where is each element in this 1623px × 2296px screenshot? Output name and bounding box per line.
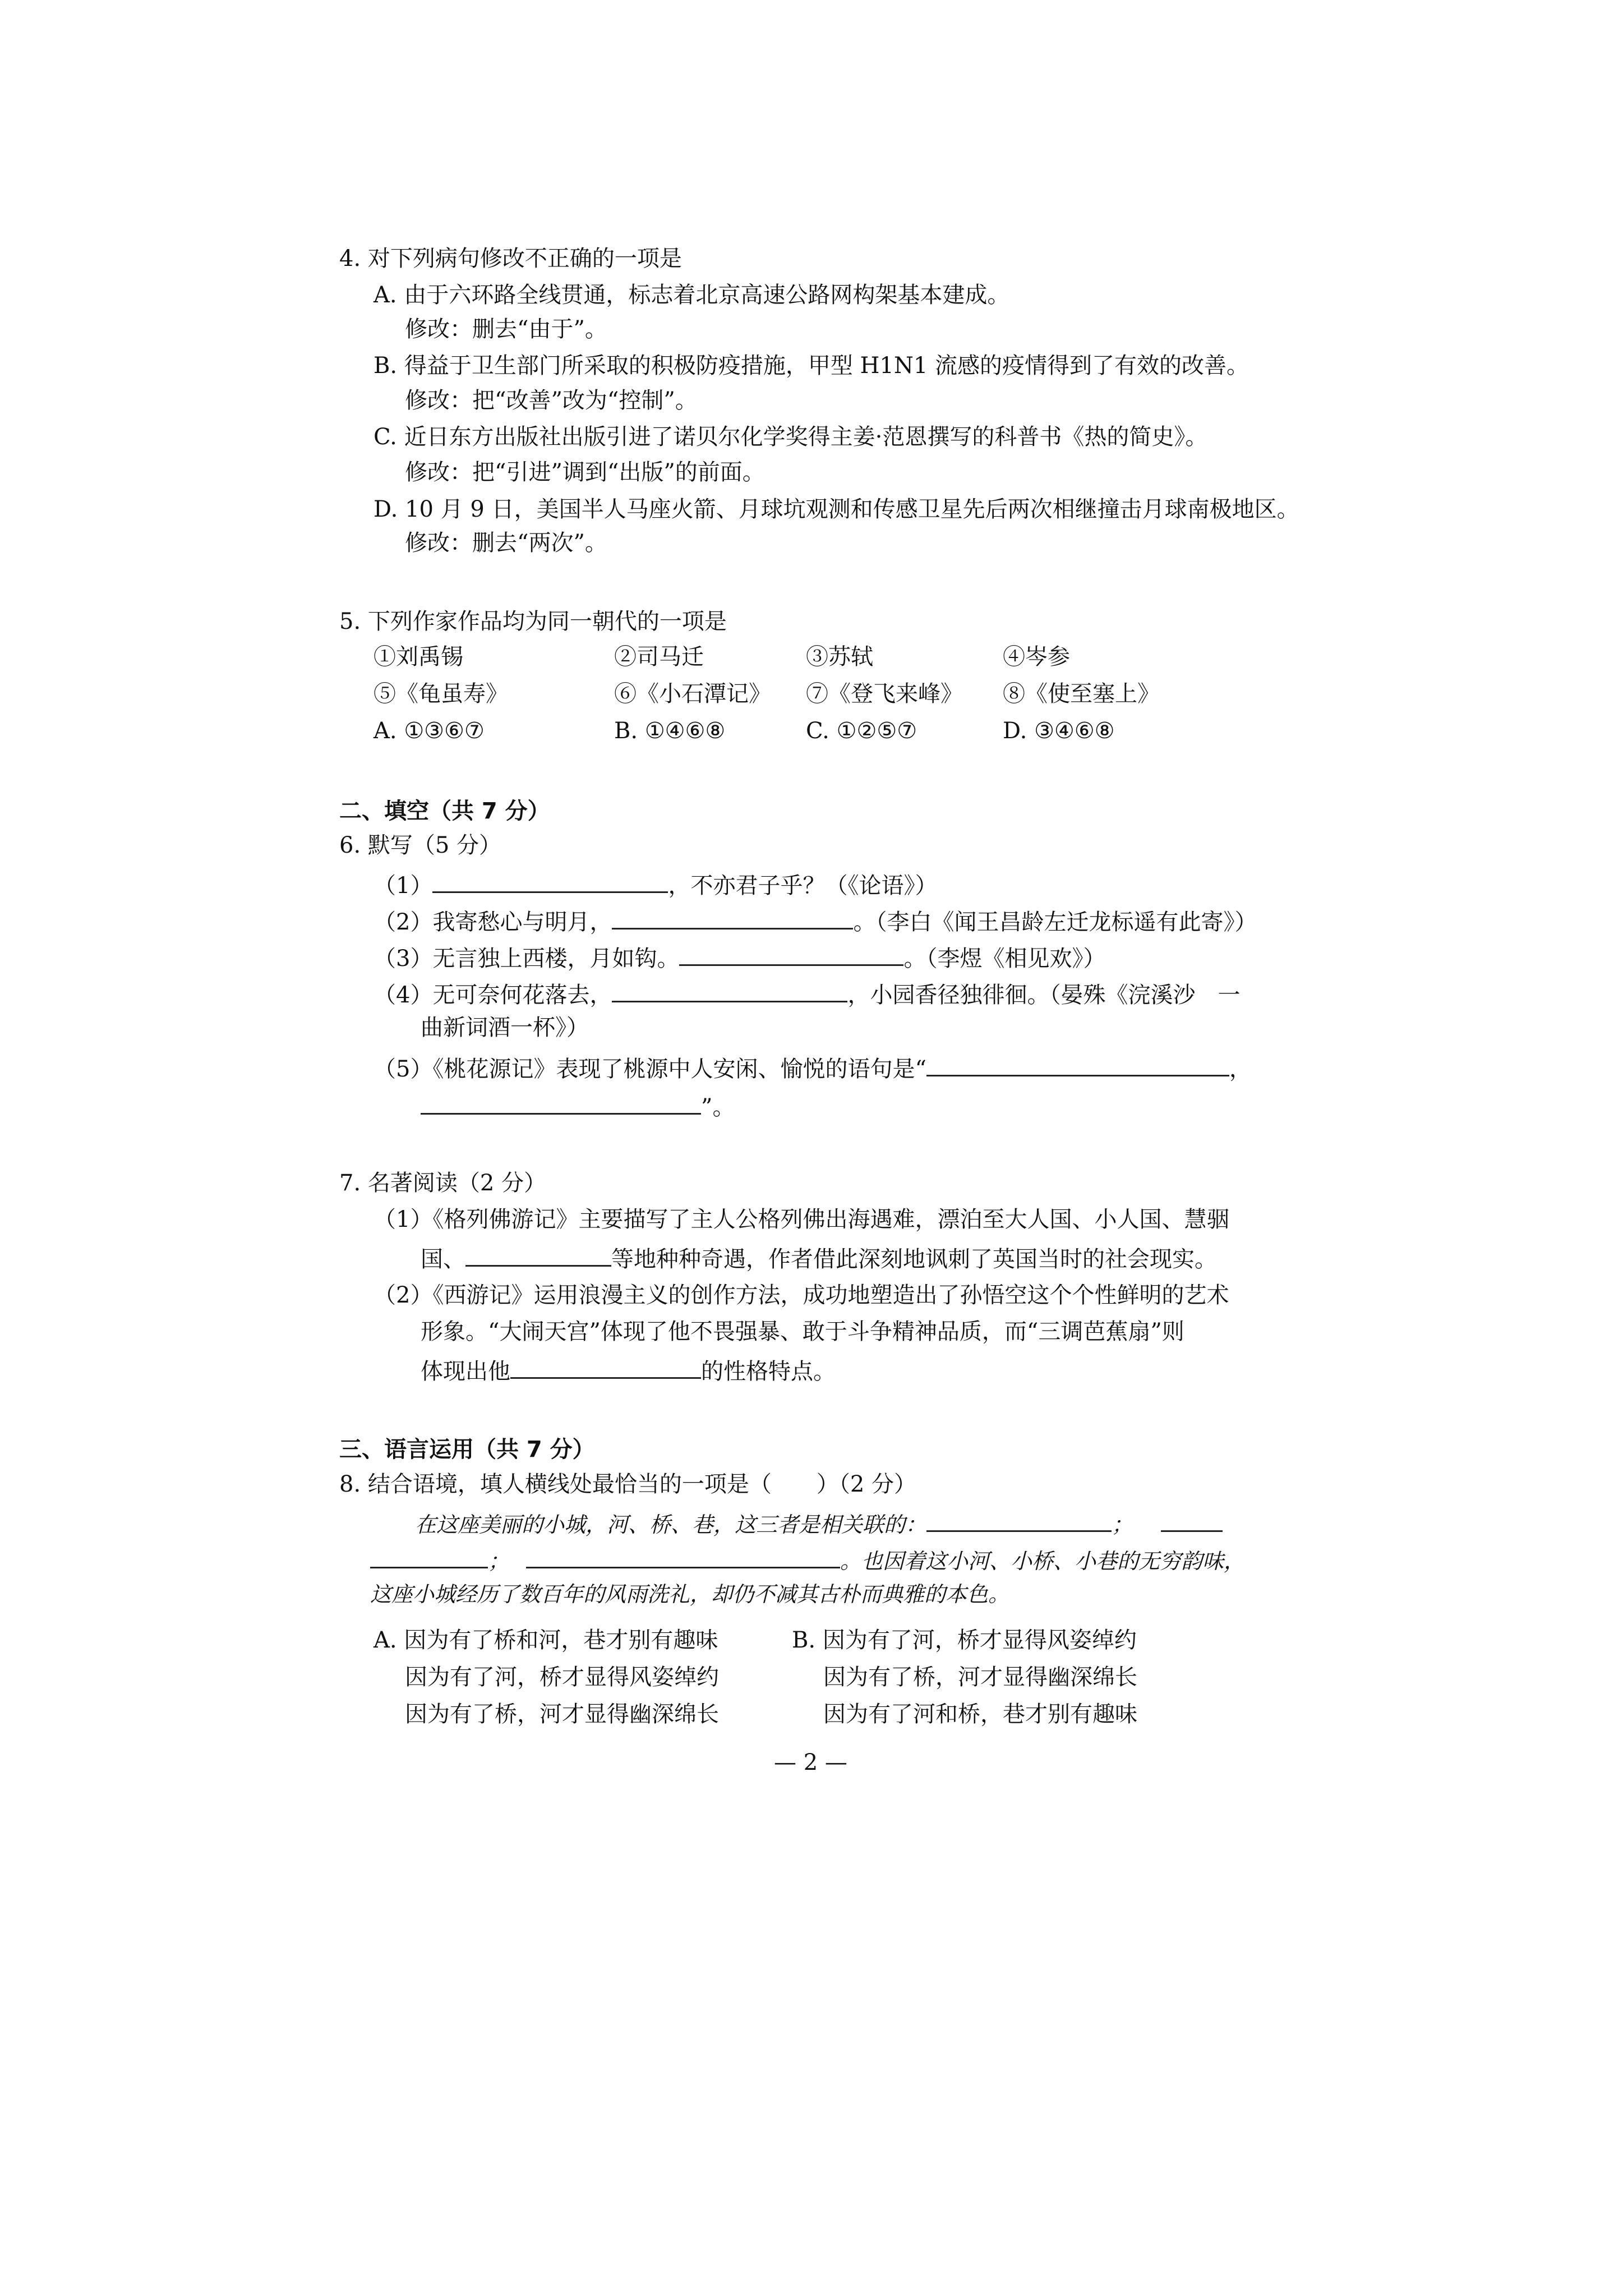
q6-line-4-cont: 曲新词酒一杯》）	[421, 1015, 589, 1041]
q6-line-2	[374, 905, 1257, 936]
q5-stem: 5. 下列作家作品均为同一朝代的一项是	[339, 609, 727, 634]
q6-blank-1[interactable]	[432, 869, 668, 893]
q6-line-5-lead: （5）《桃花源记》表现了桃源中人安闲、愉悦的语句是“	[374, 1056, 926, 1082]
q8-passage-sep-1: ；	[1112, 1512, 1133, 1537]
q7-p2-line-1: （2）《西游记》运用浪漫主义的创作方法，成功地塑造出了孙悟空这个个性鲜明的艺术	[374, 1282, 1229, 1308]
q6-blank-4[interactable]	[612, 978, 847, 1002]
q4-option-b-fix: 修改：把“改善”改为“控制”。	[405, 388, 698, 413]
q5-choice-b: B. ①④⑥⑧	[614, 718, 726, 744]
q8-option-b-3: 因为有了河和桥，巷才别有趣味	[823, 1701, 1137, 1727]
q4-option-a: A. 由于六环路全线贯通，标志着北京高速公路网构架基本建成。	[374, 282, 1010, 308]
q6-line-4-rest: ，小园香径独徘徊。（晏殊《浣溪沙 一	[847, 982, 1241, 1008]
q5-work-6: ⑥《小石潭记》	[614, 681, 771, 707]
q6-line-5	[374, 1052, 1252, 1083]
section-3-title: 三、语言运用（共 7 分）	[339, 1437, 595, 1462]
q5-work-8: ⑧《使至塞上》	[1003, 681, 1160, 707]
q6-line-5-cont	[421, 1091, 735, 1121]
q6-line-1	[374, 869, 937, 899]
q7-p2-rest: 的性格特点。	[701, 1359, 836, 1384]
q8-passage-sep-2: ；	[488, 1549, 510, 1573]
q7-p1-rest: 等地种种奇遇，作者借此深刻地讽刺了英国当时的社会现实。	[611, 1246, 1217, 1272]
q4-option-c-fix: 修改：把“引进”调到“出版”的前面。	[405, 459, 765, 485]
q7-p1-line-1: （1）《格列佛游记》主要描写了主人公格列佛出海遇难，漂泊至大人国、小人国、慧骃	[374, 1207, 1229, 1232]
q6-line-3-lead: （3）无言独上西楼，月如钩。	[374, 946, 680, 972]
q5-choice-c: C. ①②⑤⑦	[806, 718, 917, 744]
q8-passage-line-2	[370, 1545, 1245, 1575]
q5-author-4: ④岑参	[1003, 644, 1070, 670]
q6-line-1-num: （1）	[374, 873, 433, 899]
q5-choice-a: A. ①③⑥⑦	[374, 718, 485, 744]
q8-option-a-3: 因为有了桥，河才显得幽深绵长	[405, 1701, 719, 1727]
q8-option-b-2: 因为有了桥，河才显得幽深绵长	[823, 1664, 1137, 1690]
q8-option-a-2: 因为有了河，桥才显得风姿绰约	[405, 1664, 719, 1690]
q6-line-1-rest: ，不亦君子乎？（《论语》）	[668, 873, 938, 899]
q7-stem: 7. 名著阅读（2 分）	[339, 1170, 547, 1196]
q8-stem: 8. 结合语境，填人横线处最恰当的一项是（ ）（2 分）	[339, 1471, 917, 1497]
q6-blank-2[interactable]	[612, 905, 853, 930]
q8-passage-line-2-rest: 。也因着这小河、小桥、小巷的无穷韵味，	[840, 1549, 1246, 1573]
q8-option-b-1: B. 因为有了河，桥才显得风姿绰约	[792, 1627, 1137, 1653]
q6-blank-5a[interactable]	[926, 1052, 1229, 1076]
q6-line-2-rest: 。（李白《闻王昌龄左迁龙标遥有此寄》）	[853, 909, 1257, 935]
q7-p2-line-2: 形象。“大闹天宫”体现了他不畏强暴、敢于斗争精神品质，而“三调芭蕉扇”则	[421, 1319, 1184, 1345]
q8-passage-line-1	[415, 1509, 1223, 1538]
q6-line-5-end: ”。	[701, 1094, 735, 1120]
section-2-title: 二、填空（共 7 分）	[339, 798, 550, 824]
q5-author-1: ①刘禹锡	[374, 644, 463, 670]
q4-option-a-fix: 修改：删去“由于”。	[405, 316, 607, 342]
q4-option-d: D. 10 月 9 日，美国半人马座火箭、月球坑观测和传感卫星先后两次相继撞击月球南极地区。	[374, 496, 1299, 522]
q5-author-3: ③苏轼	[806, 644, 873, 670]
q6-line-4	[374, 978, 1240, 1009]
q6-line-5-comma: ，	[1229, 1056, 1252, 1082]
q7-blank-2[interactable]	[510, 1355, 701, 1379]
page-number: — 2 —	[774, 1750, 847, 1775]
q7-p2-line-3	[421, 1355, 836, 1385]
q7-p2-lead: 体现出他	[421, 1359, 510, 1384]
q8-passage-line-3: 这座小城经历了数百年的风雨洗礼，却仍不减其古朴而典雅的本色。	[370, 1582, 1010, 1607]
q6-blank-5b[interactable]	[421, 1091, 701, 1115]
q8-option-a-1: A. 因为有了桥和河，巷才别有趣味	[374, 1627, 718, 1653]
q8-blank-3[interactable]	[526, 1545, 840, 1568]
q6-line-2-lead: （2）我寄愁心与明月，	[374, 909, 612, 935]
q8-passage-lead: 在这座美丽的小城，河、桥、巷，这三者是相关联的：	[415, 1512, 927, 1537]
q6-stem: 6. 默写（5 分）	[339, 832, 502, 858]
q5-author-2: ②司马迁	[614, 644, 704, 670]
q6-line-3	[374, 942, 1105, 972]
q8-blank-1[interactable]	[926, 1509, 1112, 1532]
q4-stem: 4. 对下列病句修改不正确的一项是	[339, 246, 682, 272]
q4-option-b: B. 得益于卫生部门所采取的积极防疫措施，甲型 H1N1 流感的疫情得到了有效的改善。	[374, 353, 1249, 379]
q6-line-4-lead: （4）无可奈何花落去，	[374, 982, 612, 1008]
q4-option-c: C. 近日东方出版社出版引进了诺贝尔化学奖得主姜·范恩撰写的科普书《热的简史》。	[374, 424, 1208, 450]
q5-choice-d: D. ③④⑥⑧	[1003, 718, 1115, 744]
q8-blank-2a[interactable]	[1161, 1509, 1223, 1532]
q6-line-3-rest: 。（李煜《相见欢》）	[903, 946, 1106, 972]
q8-blank-2b[interactable]	[370, 1545, 488, 1568]
q5-work-7: ⑦《登飞来峰》	[806, 681, 963, 707]
q7-blank-1[interactable]	[465, 1243, 611, 1267]
q5-work-5: ⑤《龟虽寿》	[374, 681, 508, 707]
q7-p1-line-2	[421, 1243, 1217, 1273]
q4-option-d-fix: 修改：删去“两次”。	[405, 530, 607, 556]
q7-p1-lead: 国、	[421, 1246, 465, 1272]
q6-blank-3[interactable]	[679, 942, 903, 966]
